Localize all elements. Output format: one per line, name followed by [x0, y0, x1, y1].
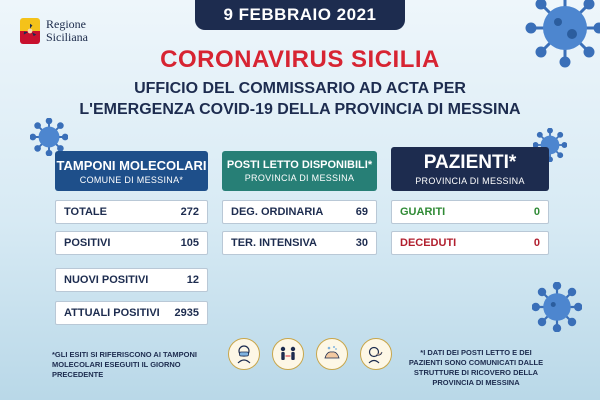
page-subtitle-line1: UFFICIO DEL COMMISSARIO AD ACTA PER	[134, 80, 466, 97]
row-value: 0	[533, 237, 540, 249]
region-name-line1: Regione	[46, 17, 86, 31]
row-value: 12	[186, 274, 199, 286]
posti-row-deg-ordinaria	[222, 200, 377, 224]
row-value: 105	[180, 237, 199, 249]
footnote-tamponi: *GLI ESITI SI RIFERISCONO AI TAMPONI MOLECOLARI ESEGUITI IL GIORNO PRECEDENTE	[52, 350, 198, 379]
footnote-posti-pazienti: *I DATI DEI POSTI LETTO E DEI PAZIENTI SONO COMUNICATI DALLE STRUTTURE DI RICOVERO DELLA PROVINCIA DI MESSINA	[408, 348, 544, 387]
tamponi-header	[55, 151, 208, 191]
date-banner	[195, 0, 405, 30]
region-name-line2: Siciliana	[46, 30, 88, 44]
virus-icon	[532, 282, 582, 332]
posti-row-ter-intensiva	[222, 231, 377, 255]
posti-subtitle: PROVINCIA DI MESSINA	[244, 173, 355, 183]
row-label: TOTALE	[64, 206, 107, 218]
pazienti-row-deceduti	[391, 231, 549, 255]
row-value: 2935	[174, 307, 199, 319]
mask-icon	[228, 338, 260, 370]
row-label: TER. INTENSIVA	[231, 237, 317, 249]
row-label: DEG. ORDINARIA	[231, 206, 324, 218]
prevention-icons	[228, 338, 392, 370]
tamponi-row-positivi	[55, 231, 208, 255]
row-label: ATTUALI POSITIVI	[64, 307, 160, 319]
pazienti-title: PAZIENTI*	[423, 152, 517, 173]
sneeze-icon	[360, 338, 392, 370]
page-subtitle-line2: L'EMERGENZA COVID-19 DELLA PROVINCIA DI MESSINA	[79, 101, 521, 118]
row-label: NUOVI POSITIVI	[64, 274, 149, 286]
region-name	[46, 18, 88, 44]
row-label: GUARITI	[400, 206, 446, 218]
distance-icon	[272, 338, 304, 370]
handwash-icon	[316, 338, 348, 370]
row-value: 30	[355, 237, 368, 249]
posti-header	[222, 151, 377, 191]
row-value: 0	[533, 206, 540, 218]
row-label: DECEDUTI	[400, 237, 457, 249]
tamponi-title: TAMPONI MOLECOLARI	[56, 157, 207, 173]
posti-title: POSTI LETTO DISPONIBILI*	[226, 159, 373, 171]
trinacria-icon	[20, 18, 40, 44]
tamponi-subtitle: COMUNE DI MESSINA*	[79, 174, 184, 185]
tamponi-row-nuovi-positivi	[55, 268, 208, 292]
tamponi-row-totale	[55, 200, 208, 224]
row-value: 69	[355, 206, 368, 218]
row-value: 272	[180, 206, 199, 218]
row-label: POSITIVI	[64, 237, 111, 249]
tamponi-row-attuali-positivi	[55, 301, 208, 325]
region-logo	[20, 18, 88, 44]
page-title: CORONAVIRUS SICILIA	[160, 46, 440, 73]
date-text: 9 FEBBRAIO 2021	[223, 5, 377, 24]
pazienti-row-guariti	[391, 200, 549, 224]
pazienti-header	[391, 147, 549, 191]
pazienti-subtitle: PROVINCIA DI MESSINA	[415, 176, 525, 186]
